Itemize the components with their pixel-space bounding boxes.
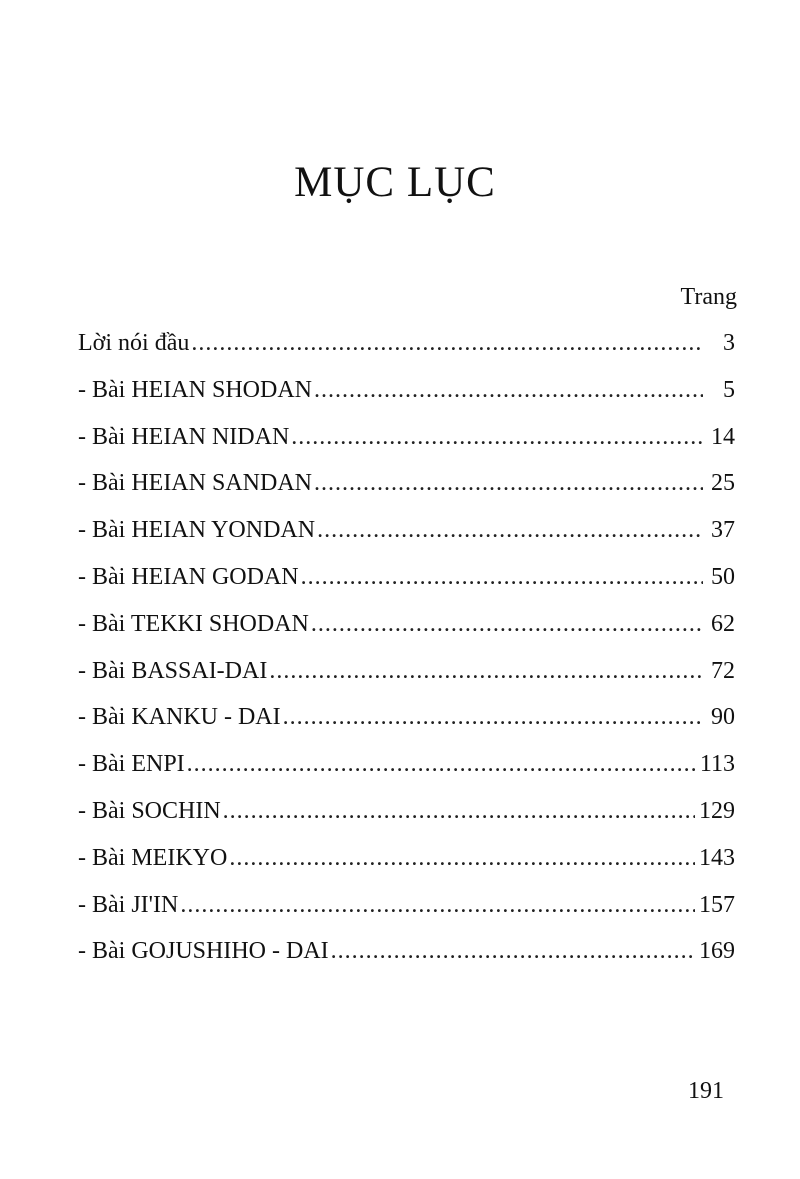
dot-leader (283, 704, 703, 731)
dot-leader (187, 751, 696, 778)
toc-entry-page: 113 (699, 751, 735, 778)
toc-entry-page: 143 (699, 844, 735, 871)
toc-entry-label: - Bài GOJUSHIHO - DAI (78, 938, 329, 965)
toc-entry-page: 169 (699, 938, 735, 965)
toc-entry (78, 470, 735, 517)
toc-entry-label: - Bài HEIAN YONDAN (78, 517, 316, 544)
toc-entry-page: 157 (699, 891, 735, 918)
toc-entry (78, 564, 735, 611)
toc-entry-page: 72 (711, 657, 735, 684)
dot-leader (191, 330, 703, 357)
toc-entry (78, 377, 735, 424)
toc-entry (78, 892, 735, 939)
toc-entry (78, 424, 735, 471)
toc-entry-page: 3 (723, 330, 735, 356)
toc-entry-label: - Bài HEIAN GODAN (78, 563, 299, 590)
toc-entry (78, 330, 735, 377)
toc-entry-page: 25 (711, 470, 735, 497)
dot-leader (311, 611, 703, 638)
toc-entry-label: - Bài SOCHIN (78, 797, 221, 824)
dot-leader (180, 892, 695, 919)
dot-leader (291, 424, 703, 451)
toc-entry (78, 658, 735, 705)
toc-entry-label: - Bài HEIAN SHODAN (78, 376, 312, 403)
toc-entry-label: - Bài TEKKI SHODAN (78, 610, 309, 637)
toc-entry-page: 129 (699, 797, 735, 824)
toc-entry-label: Lời nói đầu (78, 330, 190, 356)
dot-leader (314, 470, 703, 497)
dot-leader (269, 658, 703, 685)
dot-leader (223, 798, 695, 825)
toc-entry (78, 845, 735, 892)
toc-entry (78, 704, 735, 751)
toc-entry-page: 90 (711, 704, 735, 731)
toc-entry-label: - Bài KANKU - DAI (78, 704, 281, 731)
dot-leader (301, 564, 703, 591)
page-number: 191 (688, 1078, 724, 1104)
toc-entry (78, 751, 735, 798)
toc-entry-label: - Bài MEIKYO (78, 844, 228, 871)
toc-entry-page: 14 (711, 423, 735, 450)
toc-entry-label: - Bài BASSAI-DAI (78, 657, 268, 684)
toc-entry (78, 611, 735, 658)
dot-leader (229, 845, 695, 872)
toc-entry-page: 37 (711, 517, 735, 544)
table-of-contents (78, 330, 735, 985)
dot-leader (314, 377, 703, 404)
toc-entry-page: 50 (711, 563, 735, 590)
toc-entry-label: - Bài HEIAN NIDAN (78, 423, 290, 450)
toc-entry-label: - Bài JI'IN (78, 891, 179, 918)
page-title: MỤC LỤC (294, 159, 496, 206)
toc-entry-label: - Bài ENPI (78, 751, 185, 778)
dot-leader (331, 938, 695, 965)
page-column-header: Trang (680, 284, 737, 310)
toc-entry (78, 938, 735, 985)
toc-entry-page: 5 (723, 376, 735, 403)
dot-leader (317, 517, 703, 544)
toc-entry (78, 517, 735, 564)
toc-entry (78, 798, 735, 845)
toc-entry-label: - Bài HEIAN SANDAN (78, 470, 312, 497)
toc-entry-page: 62 (711, 610, 735, 637)
